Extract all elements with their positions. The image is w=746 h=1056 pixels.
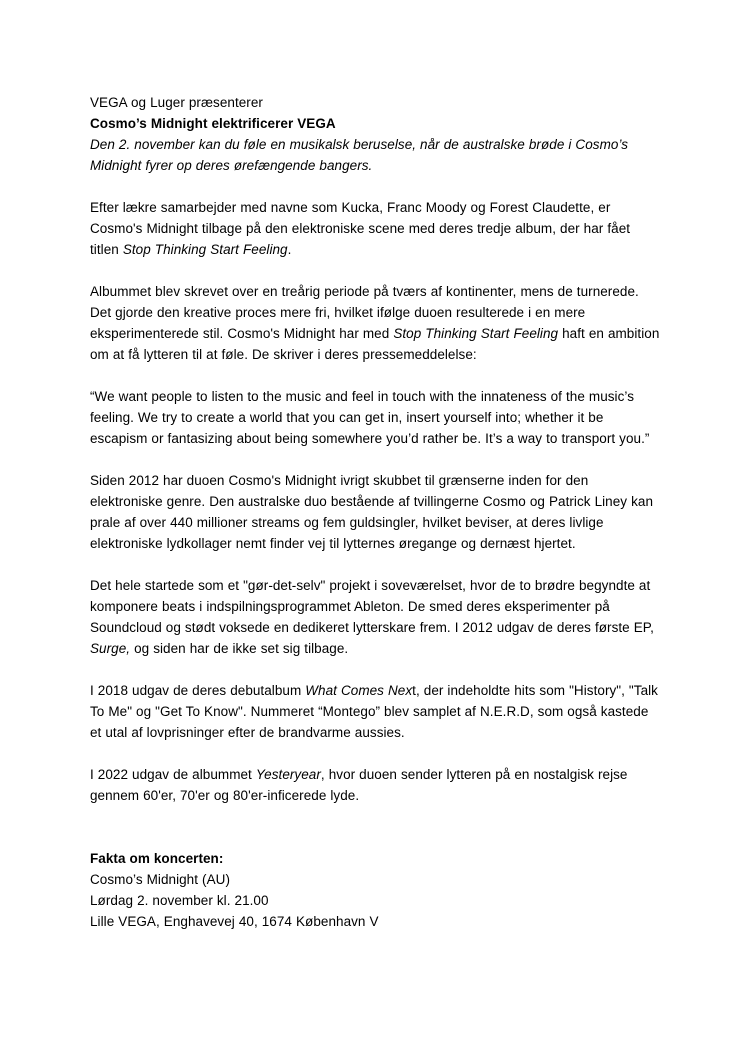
text-segment: Surge, bbox=[90, 641, 131, 656]
text-segment: Lille VEGA, Enghavevej 40, 1674 København V bbox=[90, 914, 379, 929]
text-segment: , hvor duoen sender lytteren på en nostalgisk rejse gennem 60'er, 70'er og 80'er-inficerede lyde. bbox=[90, 767, 628, 803]
body-paragraph bbox=[90, 680, 662, 743]
text-segment: Lørdag 2. november kl. 21.00 bbox=[90, 893, 269, 908]
text-segment: Albummet blev skrevet over en treårig periode på tværs af kontinenter, mens de turnerede. Det gjorde den kreative proces mere fri, hvilket ifølge duoen resulterede i en mere eksperimenterede stil. Cosmo's Midnight har med bbox=[90, 284, 639, 341]
lead-paragraph bbox=[90, 134, 662, 176]
text-segment: haft en ambition om at få lytteren til at føle. De skriver i deres pressemeddelelse: bbox=[90, 326, 660, 362]
body-paragraph bbox=[90, 470, 662, 554]
text-segment: Stop Thinking Start Feeling bbox=[393, 326, 559, 341]
text-segment: Cosmo’s Midnight elektrificerer VEGA bbox=[90, 116, 336, 131]
text-segment: Cosmo’s Midnight (AU) bbox=[90, 872, 230, 887]
text-segment: t, der indeholdte hits som "History", "Talk To Me" og "Get To Know". Nummeret “Montego” blev samplet af N.E.R.D, som også kastede et utal af lovprisninger efter de brandvarme aussies. bbox=[90, 683, 658, 740]
text-segment: Den 2. november kan du føle en musikalsk beruselse, når de australske brøde i Cosmo’s Midnight fyrer op deres ørefængende bangers. bbox=[90, 137, 629, 173]
text-segment: . bbox=[287, 242, 292, 257]
text-segment: VEGA og Luger præsenterer bbox=[90, 95, 263, 110]
headline bbox=[90, 113, 662, 134]
text-segment: What Comes Nex bbox=[305, 683, 413, 698]
text-segment: “We want people to listen to the music and feel in touch with the innateness of the music’s feeling. We try to create a world that you can get in, insert yourself into; whether it be escapism or fantasizing about being somewhere you’d rather be. It’s a way to transport you.” bbox=[90, 389, 650, 446]
body-paragraph bbox=[90, 281, 662, 365]
text-segment: Fakta om koncerten: bbox=[90, 851, 224, 866]
text-segment: I 2022 udgav de albummet bbox=[90, 767, 256, 782]
text-segment: og siden har de ikke set sig tilbage. bbox=[130, 641, 349, 656]
body-paragraph bbox=[90, 197, 662, 260]
facts-line bbox=[90, 869, 662, 890]
facts-line bbox=[90, 911, 662, 932]
text-segment: Siden 2012 har duoen Cosmo's Midnight ivrigt skubbet til grænserne inden for den elektroniske genre. Den australske duo bestående af tvillingerne Cosmo og Patrick Liney kan prale af over 440 millioner streams og fem guldsingler, hvilket beviser, at deres livlige elektroniske lydkollager nemt finder vej til lytternes øregange og dernæst hjertet. bbox=[90, 473, 654, 551]
body-paragraph bbox=[90, 764, 662, 806]
text-segment: Efter lækre samarbejder med navne som Kucka, Franc Moody og Forest Claudette, er Cosmo's Midnight tilbage på den elektroniske scene med deres tredje album, der har fået titlen bbox=[90, 200, 631, 257]
quote-paragraph bbox=[90, 386, 662, 449]
text-segment: Stop Thinking Start Feeling bbox=[122, 242, 288, 257]
text-segment: Det hele startede som et "gør-det-selv" projekt i soveværelset, hvor de to brødre begyndte at komponere beats i indspilningsprogrammet Ableton. De smed deres eksperimenter på Soundcloud og stødt voksede en dedikeret lytterskare frem. I 2012 udgav de deres første EP, bbox=[90, 578, 654, 635]
facts-heading bbox=[90, 848, 662, 869]
text-segment: I 2018 udgav de deres debutalbum bbox=[90, 683, 306, 698]
body-paragraph bbox=[90, 575, 662, 659]
presenter-line bbox=[90, 92, 662, 113]
facts-line bbox=[90, 890, 662, 911]
text-segment: Yesteryear bbox=[255, 767, 321, 782]
